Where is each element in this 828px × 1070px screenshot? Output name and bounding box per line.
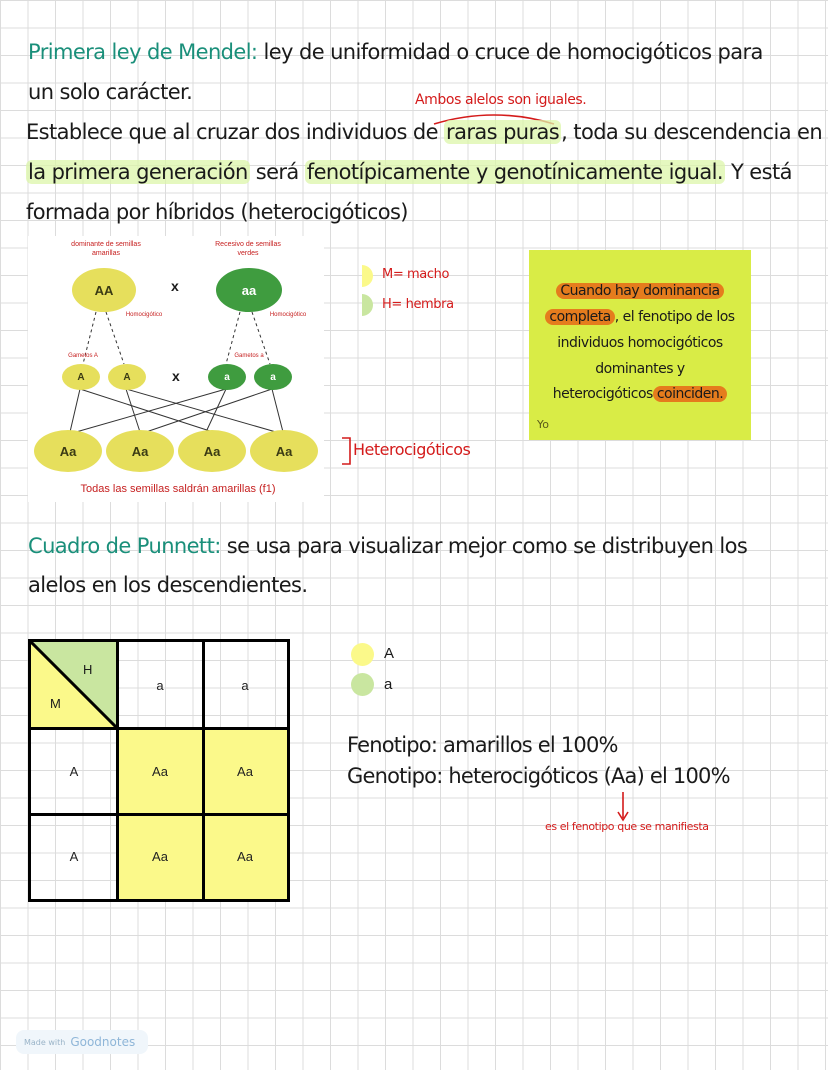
title-line-2: un solo carácter. <box>28 80 193 104</box>
highlight-pure-breeds: raras puras <box>446 120 560 144</box>
genotype-result: Genotipo: heterocigóticos (Aa) el 100% <box>347 764 730 788</box>
header-col-2: a <box>241 677 249 693</box>
cross-symbol: x <box>172 368 180 384</box>
legend-recessive: a <box>384 676 393 693</box>
gamete-a: a <box>208 364 246 390</box>
note-highlight: Cuando hay dominancia <box>556 283 723 299</box>
gamete-A: A <box>108 364 146 390</box>
note-text: , el fenotipo de los <box>614 309 735 325</box>
diagram-caption: Todas las semillas saldrán amarillas (f1) <box>80 483 276 495</box>
body-text: será <box>255 160 299 184</box>
note-text: heterocigóticos <box>552 386 653 402</box>
label-recessive: Recesivo de semillas verdes <box>215 241 281 257</box>
offspring-Aa: Aa <box>106 430 174 472</box>
corner-male: M <box>50 696 61 711</box>
label-gametes-A: Gametos A <box>68 353 98 359</box>
parent-aa: aa <box>216 268 282 312</box>
body-text: Establece que al cruzar dos individuos de <box>26 120 438 144</box>
punnett-title: Cuadro de Punnett: <box>28 534 221 558</box>
annotation-same-alleles: Ambos alelos son iguales. <box>415 92 587 108</box>
legend-dominant-swatch <box>351 643 374 666</box>
legend-male: M= macho <box>382 267 450 282</box>
label-heterozygous: Heterocigóticos <box>353 440 471 459</box>
body-line-3: formada por híbridos (heterocigóticos) <box>26 200 408 224</box>
mendel-cross-diagram <box>28 236 324 502</box>
cell-aa-2: Aa <box>203 728 287 814</box>
body-text: Y está <box>731 160 792 184</box>
grid-line <box>202 642 205 899</box>
offspring-Aa: Aa <box>250 430 318 472</box>
note-line-1 <box>529 283 751 299</box>
body-text: , toda su descendencia en <box>561 120 823 144</box>
offspring-Aa: Aa <box>178 430 246 472</box>
cell-aa-3: Aa <box>117 814 203 899</box>
punnett-heading-line-2: alelos en los descendientes. <box>28 573 308 597</box>
legend-male-swatch <box>362 265 373 287</box>
header-row-2: A <box>69 849 79 864</box>
legend-female: H= hembra <box>382 297 454 312</box>
title-description: ley de uniformidad o cruce de homocigóticos para <box>263 40 763 64</box>
sticky-note <box>529 250 751 440</box>
punnett-heading-line-1 <box>28 534 747 558</box>
label-homozygous-1: Homocigótico <box>125 312 163 318</box>
body-line-2 <box>26 160 792 184</box>
note-line-3: individuos homocigóticos <box>557 335 723 351</box>
phenotype-result: Fenotipo: amarillos el 100% <box>347 733 618 757</box>
cell-aa-1: Aa <box>117 728 203 814</box>
grid-line <box>31 727 287 730</box>
label-homozygous-2: Homocigótico <box>269 312 307 318</box>
bracket <box>340 436 354 466</box>
cell-aa-4: Aa <box>203 814 287 899</box>
note-highlight: coinciden. <box>653 386 727 402</box>
grid-line <box>116 642 119 899</box>
gamete-A: A <box>62 364 100 390</box>
note-author: Yo <box>537 418 549 431</box>
note-highlight: completa <box>545 309 614 325</box>
phenotype-note: es el fenotipo que se manifiesta <box>545 820 709 833</box>
note-line-5 <box>529 386 751 402</box>
corner-female: H <box>83 662 93 677</box>
header-row-1: A <box>69 763 79 779</box>
cross-symbol: x <box>171 278 179 294</box>
legend-dominant: A <box>384 645 395 662</box>
title-line-1 <box>28 40 763 64</box>
offspring-Aa: Aa <box>34 430 102 472</box>
note-line-2 <box>529 309 751 325</box>
goodnotes-logo: Goodnotes <box>70 1035 136 1049</box>
note-line-4: dominantes y <box>595 361 685 377</box>
legend-female-swatch <box>362 294 373 316</box>
highlight-identical: fenotípicamente y genotínicamente igual. <box>306 160 723 184</box>
label-gametes-a: Gametos a <box>234 353 264 359</box>
legend-recessive-swatch <box>351 673 374 696</box>
gamete-a: a <box>254 364 292 390</box>
body-line-1 <box>26 120 822 144</box>
highlight-first-generation: la primera generación <box>28 160 248 184</box>
grid-line <box>31 813 287 816</box>
punnett-square <box>28 639 290 902</box>
down-arrow-icon <box>616 790 630 824</box>
title-law-name: Primera ley de Mendel: <box>28 40 258 64</box>
label-dominant: dominante de semillas amarillas <box>71 241 141 257</box>
header-col-1: a <box>156 677 164 693</box>
badge-prefix: Made with <box>24 1037 66 1047</box>
parent-AA: AA <box>72 268 136 312</box>
punnett-description: se usa para visualizar mejor como se distribuyen los <box>226 534 748 558</box>
corner-cell <box>31 642 117 728</box>
goodnotes-badge <box>16 1030 148 1054</box>
